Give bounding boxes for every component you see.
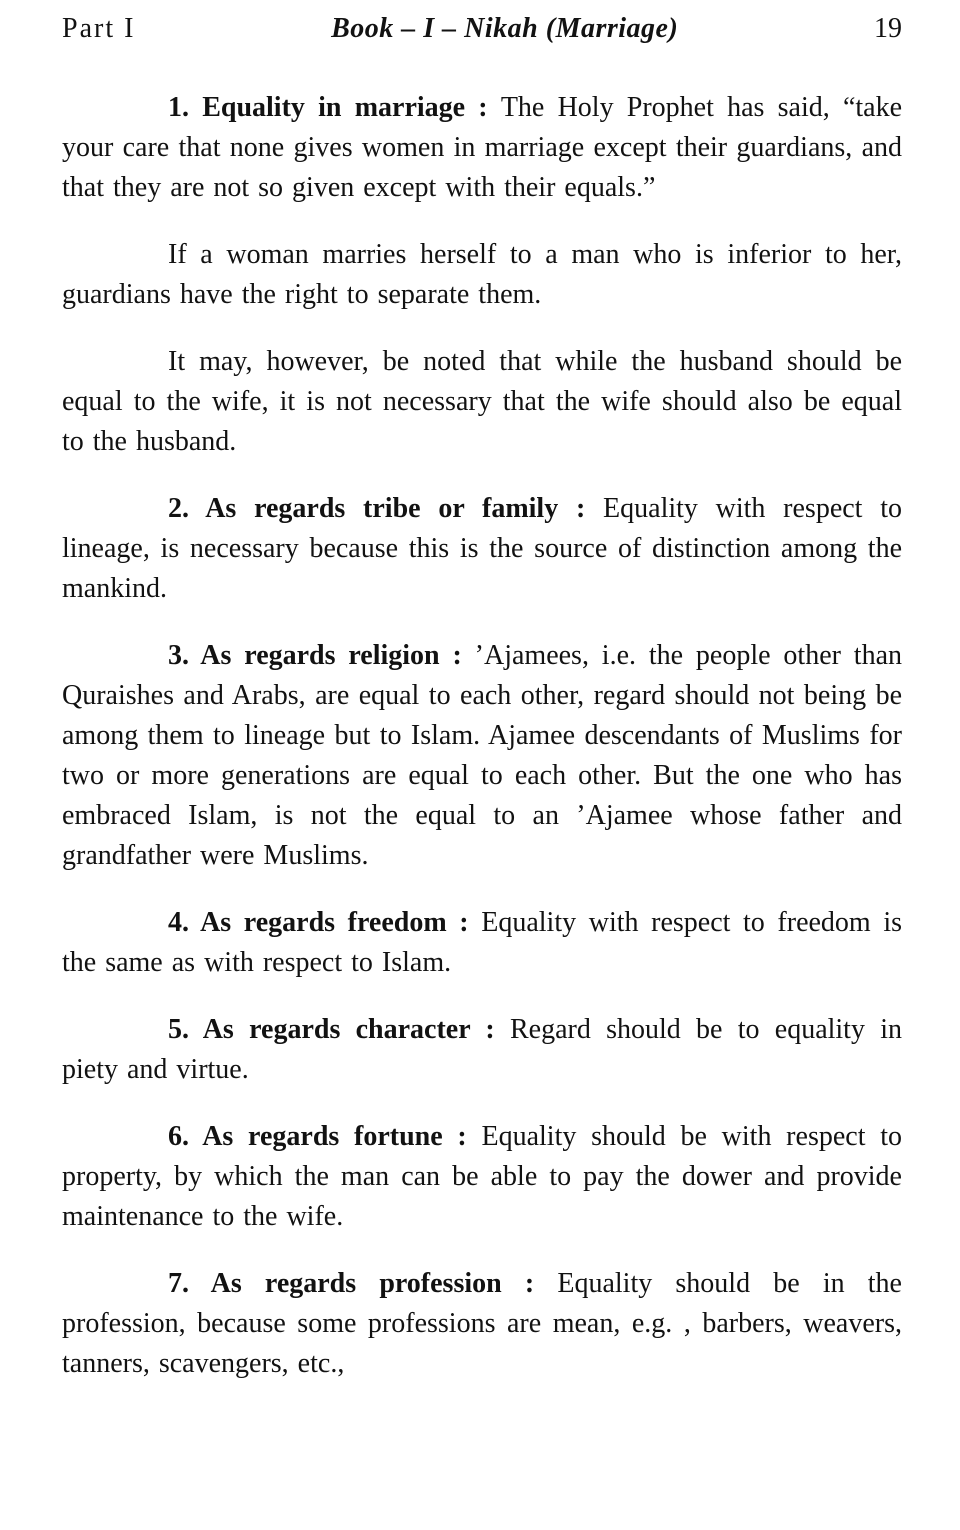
paragraph-text: It may, however, be noted that while the husband should be equal to the wife, it is not necessary that the wife should also be equal to the husband. (62, 346, 902, 457)
paragraph-character (62, 1010, 902, 1090)
page-number: 19 (874, 13, 902, 44)
paragraph-lead: 6. As regards fortune : (168, 1121, 482, 1152)
paragraph-text: If a woman marries herself to a man who is inferior to her, guardians have the right to separate them. (62, 239, 902, 310)
paragraph-lead: 4. As regards freedom : (168, 907, 482, 938)
paragraph-husband-equal-note (62, 342, 902, 462)
paragraph-lead: 3. As regards religion : (168, 640, 475, 671)
part-label: Part I (62, 13, 136, 44)
book-title: Book – I – Nikah (Marriage) (331, 13, 679, 44)
paragraph-lead: 2. As regards tribe or family : (168, 493, 604, 524)
paragraph-woman-marries-inferior (62, 235, 902, 315)
paragraph-lead: 7. As regards profession : (168, 1268, 558, 1299)
paragraph-text: Regard should be to equality in piety and virtue. (62, 1014, 903, 1085)
paragraph-lead: 1. Equality in marriage : (168, 92, 501, 123)
paragraph-lead: 5. As regards character : (168, 1014, 510, 1045)
paragraph-fortune (62, 1117, 902, 1237)
paragraph-text: Equality should be with respect to property, by which the man can be able to pay the dower and provide maintenance to the wife. (62, 1121, 902, 1232)
page-header (62, 12, 902, 46)
paragraph-freedom (62, 903, 902, 983)
paragraph-text: Equality with respect to lineage, is necessary because this is the source of distinction among the mankind. (62, 493, 902, 604)
paragraph-text: Equality with respect to freedom is the same as with respect to Islam. (62, 907, 902, 978)
paragraph-text: ’Ajamees, i.e. the people other than Quraishes and Arabs, are equal to each other, regard should not being be among them to lineage but to Islam. Ajamee descendants of Muslims for two or more generations are equal to each other. But the one who has embraced Islam, is not the equal to an ’Ajamee whose father and grandfather were Muslims. (62, 640, 902, 871)
paragraph-equality-in-marriage (62, 88, 902, 208)
paragraph-text: The Holy Prophet has said, “take your care that none gives women in marriage except their guardians, and that they are not so given except with their equals.” (62, 92, 903, 203)
page-body (62, 88, 902, 1384)
paragraph-profession (62, 1264, 902, 1384)
paragraph-religion (62, 636, 902, 876)
paragraph-tribe-or-family (62, 489, 902, 609)
paragraph-text: Equality should be in the profession, because some professions are mean, e.g. , barbers, weavers, tanners, scavengers, etc., (62, 1268, 902, 1379)
